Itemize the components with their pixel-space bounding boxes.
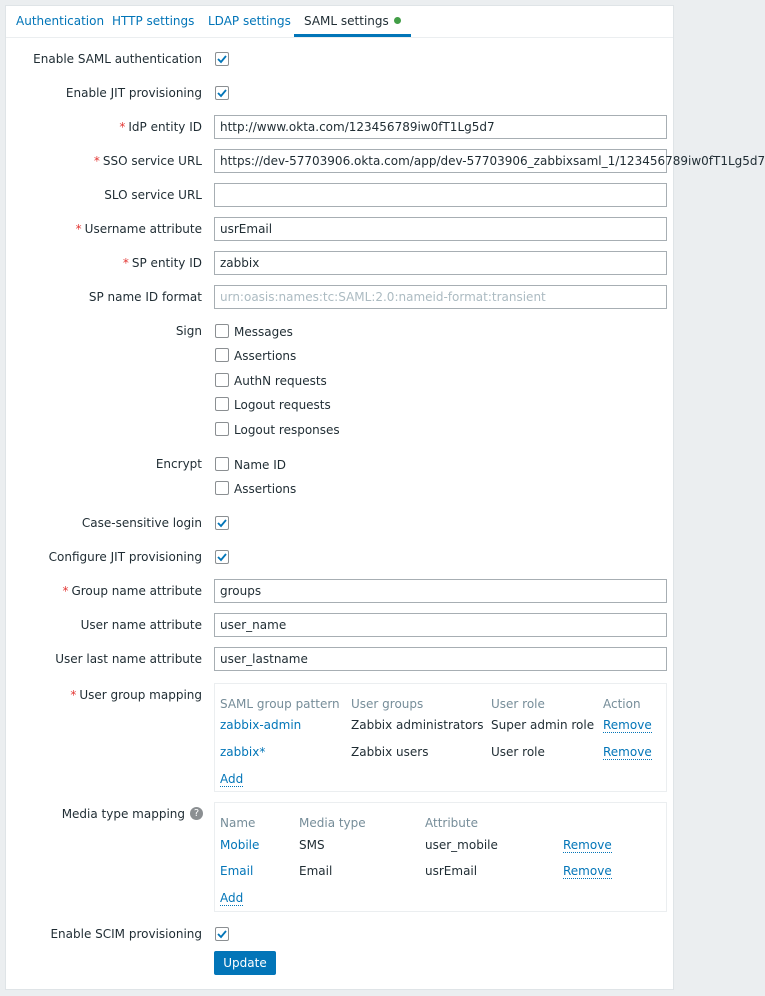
user-group-mapping-label bbox=[70, 688, 202, 702]
media-type-cell: Email bbox=[299, 864, 333, 878]
add-media-mapping-button[interactable]: Add bbox=[220, 891, 244, 905]
tab-label: Authentication bbox=[16, 14, 105, 28]
media-type-cell: SMS bbox=[299, 838, 325, 852]
remove-button[interactable]: Remove bbox=[563, 838, 612, 852]
column-header: Name bbox=[220, 816, 256, 830]
enable-saml-label: Enable SAML authentication bbox=[33, 52, 202, 66]
required-marker: * bbox=[70, 688, 77, 702]
slo-service-url-input[interactable] bbox=[214, 183, 667, 207]
required-marker: * bbox=[75, 222, 82, 236]
tab-ldap-settings[interactable] bbox=[198, 6, 301, 37]
tab-label: LDAP settings bbox=[208, 14, 291, 28]
attribute-cell: user_mobile bbox=[425, 838, 498, 852]
attribute-cell: usrEmail bbox=[425, 864, 478, 878]
column-header: Attribute bbox=[425, 816, 478, 830]
idp-entity-id-label-text: IdP entity ID bbox=[128, 120, 202, 134]
idp-entity-id-input[interactable]: http://www.okta.com/123456789iw0fT1Lg5d7 bbox=[214, 115, 667, 139]
configure-jit-label: Configure JIT provisioning bbox=[48, 550, 202, 564]
checkmark-icon bbox=[217, 88, 227, 98]
status-dot-icon bbox=[394, 17, 401, 24]
tab-label: HTTP settings bbox=[112, 14, 195, 28]
username-attribute-input[interactable]: usrEmail bbox=[214, 217, 667, 241]
sso-service-url-label bbox=[94, 154, 202, 168]
encrypt-label: Encrypt bbox=[155, 457, 202, 471]
column-header: User role bbox=[491, 697, 545, 711]
group-pattern-link[interactable]: zabbix-admin bbox=[220, 718, 302, 732]
sp-name-id-format-label: SP name ID format bbox=[88, 290, 202, 304]
column-header: User groups bbox=[351, 697, 424, 711]
media-name-link[interactable]: Email bbox=[220, 864, 254, 878]
enable-scim-label: Enable SCIM provisioning bbox=[50, 927, 202, 941]
enable-jit-label: Enable JIT provisioning bbox=[65, 86, 202, 100]
user-groups-cell: Zabbix users bbox=[351, 745, 429, 759]
sp-name-id-format-input[interactable]: urn:oasis:names:tc:SAML:2.0:nameid-format:transient bbox=[214, 285, 667, 309]
enable-scim-checkbox[interactable] bbox=[215, 927, 229, 941]
required-marker: * bbox=[119, 120, 126, 134]
checkmark-icon bbox=[217, 518, 227, 528]
tab-authentication[interactable] bbox=[6, 6, 114, 37]
required-marker: * bbox=[122, 256, 129, 270]
add-group-mapping-button[interactable]: Add bbox=[220, 772, 244, 786]
tab-bar bbox=[6, 6, 673, 38]
update-button[interactable]: Update bbox=[214, 951, 276, 975]
media-type-mapping-label: Media type mapping bbox=[61, 807, 185, 821]
checkmark-icon bbox=[217, 54, 227, 64]
remove-button[interactable]: Remove bbox=[603, 745, 652, 759]
case-sensitive-label: Case-sensitive login bbox=[81, 516, 202, 530]
required-marker: * bbox=[93, 154, 100, 168]
sp-entity-id-input[interactable]: zabbix bbox=[214, 251, 667, 275]
group-pattern-link[interactable]: zabbix* bbox=[220, 745, 266, 759]
tab-saml-settings[interactable] bbox=[294, 6, 411, 37]
user-last-name-attribute-label: User last name attribute bbox=[55, 652, 202, 666]
user-role-cell: User role bbox=[491, 745, 545, 759]
enable-saml-checkbox[interactable] bbox=[215, 52, 229, 66]
group-name-attribute-input[interactable]: groups bbox=[214, 579, 667, 603]
tab-http-settings[interactable] bbox=[102, 6, 204, 37]
required-marker: * bbox=[62, 584, 69, 598]
checkmark-icon bbox=[217, 552, 227, 562]
remove-button[interactable]: Remove bbox=[563, 864, 612, 878]
slo-service-url-label: SLO service URL bbox=[104, 188, 202, 202]
user-name-attribute-input[interactable]: user_name bbox=[214, 613, 667, 637]
user-name-attribute-label: User name attribute bbox=[80, 618, 202, 632]
sign-authn-requests-label: AuthN requests bbox=[234, 374, 327, 388]
username-attribute-label bbox=[76, 222, 202, 236]
column-header: SAML group pattern bbox=[220, 697, 340, 711]
idp-entity-id-label bbox=[119, 120, 202, 134]
media-type-mapping-table bbox=[214, 802, 667, 912]
checkmark-icon bbox=[217, 929, 227, 939]
sign-authn-requests-checkbox[interactable] bbox=[215, 373, 229, 387]
encrypt-name-id-label: Name ID bbox=[234, 458, 286, 472]
user-group-mapping-label-text: User group mapping bbox=[79, 688, 202, 702]
case-sensitive-checkbox[interactable] bbox=[215, 516, 229, 530]
enable-jit-checkbox[interactable] bbox=[215, 86, 229, 100]
user-last-name-attribute-input[interactable]: user_lastname bbox=[214, 647, 667, 671]
sign-logout-requests-checkbox[interactable] bbox=[215, 397, 229, 411]
configure-jit-checkbox[interactable] bbox=[215, 550, 229, 564]
sso-service-url-label-text: SSO service URL bbox=[102, 154, 202, 168]
saml-settings-panel bbox=[5, 5, 765, 990]
sign-assertions-label: Assertions bbox=[234, 349, 297, 363]
media-name-link[interactable]: Mobile bbox=[220, 838, 260, 852]
sign-logout-responses-checkbox[interactable] bbox=[215, 422, 229, 436]
group-name-attribute-label-text: Group name attribute bbox=[71, 584, 202, 598]
sso-service-url-input[interactable]: https://dev-57703906.okta.com/app/dev-57703906_zabbixsaml_1/123456789iw0fT1Lg5d7 bbox=[214, 149, 667, 173]
remove-button[interactable]: Remove bbox=[603, 718, 652, 732]
sign-logout-responses-label: Logout responses bbox=[234, 423, 340, 437]
user-group-mapping-table bbox=[214, 683, 667, 792]
column-header: Action bbox=[603, 697, 641, 711]
user-groups-cell: Zabbix administrators bbox=[351, 718, 484, 732]
encrypt-name-id-checkbox[interactable] bbox=[215, 457, 229, 471]
sign-logout-requests-label: Logout requests bbox=[234, 398, 331, 412]
sign-label: Sign bbox=[175, 324, 202, 338]
sign-messages-checkbox[interactable] bbox=[215, 324, 229, 338]
sp-entity-id-label bbox=[123, 256, 202, 270]
username-attribute-label-text: Username attribute bbox=[84, 222, 202, 236]
group-name-attribute-label bbox=[62, 584, 202, 598]
column-header: Media type bbox=[299, 816, 366, 830]
encrypt-assertions-label: Assertions bbox=[234, 482, 297, 496]
sign-assertions-checkbox[interactable] bbox=[215, 348, 229, 362]
user-role-cell: Super admin role bbox=[491, 718, 595, 732]
tab-label: SAML settings bbox=[304, 14, 389, 28]
encrypt-assertions-checkbox[interactable] bbox=[215, 481, 229, 495]
sign-messages-label: Messages bbox=[234, 325, 293, 339]
help-icon[interactable]: ? bbox=[190, 807, 203, 820]
sp-entity-id-label-text: SP entity ID bbox=[131, 256, 202, 270]
